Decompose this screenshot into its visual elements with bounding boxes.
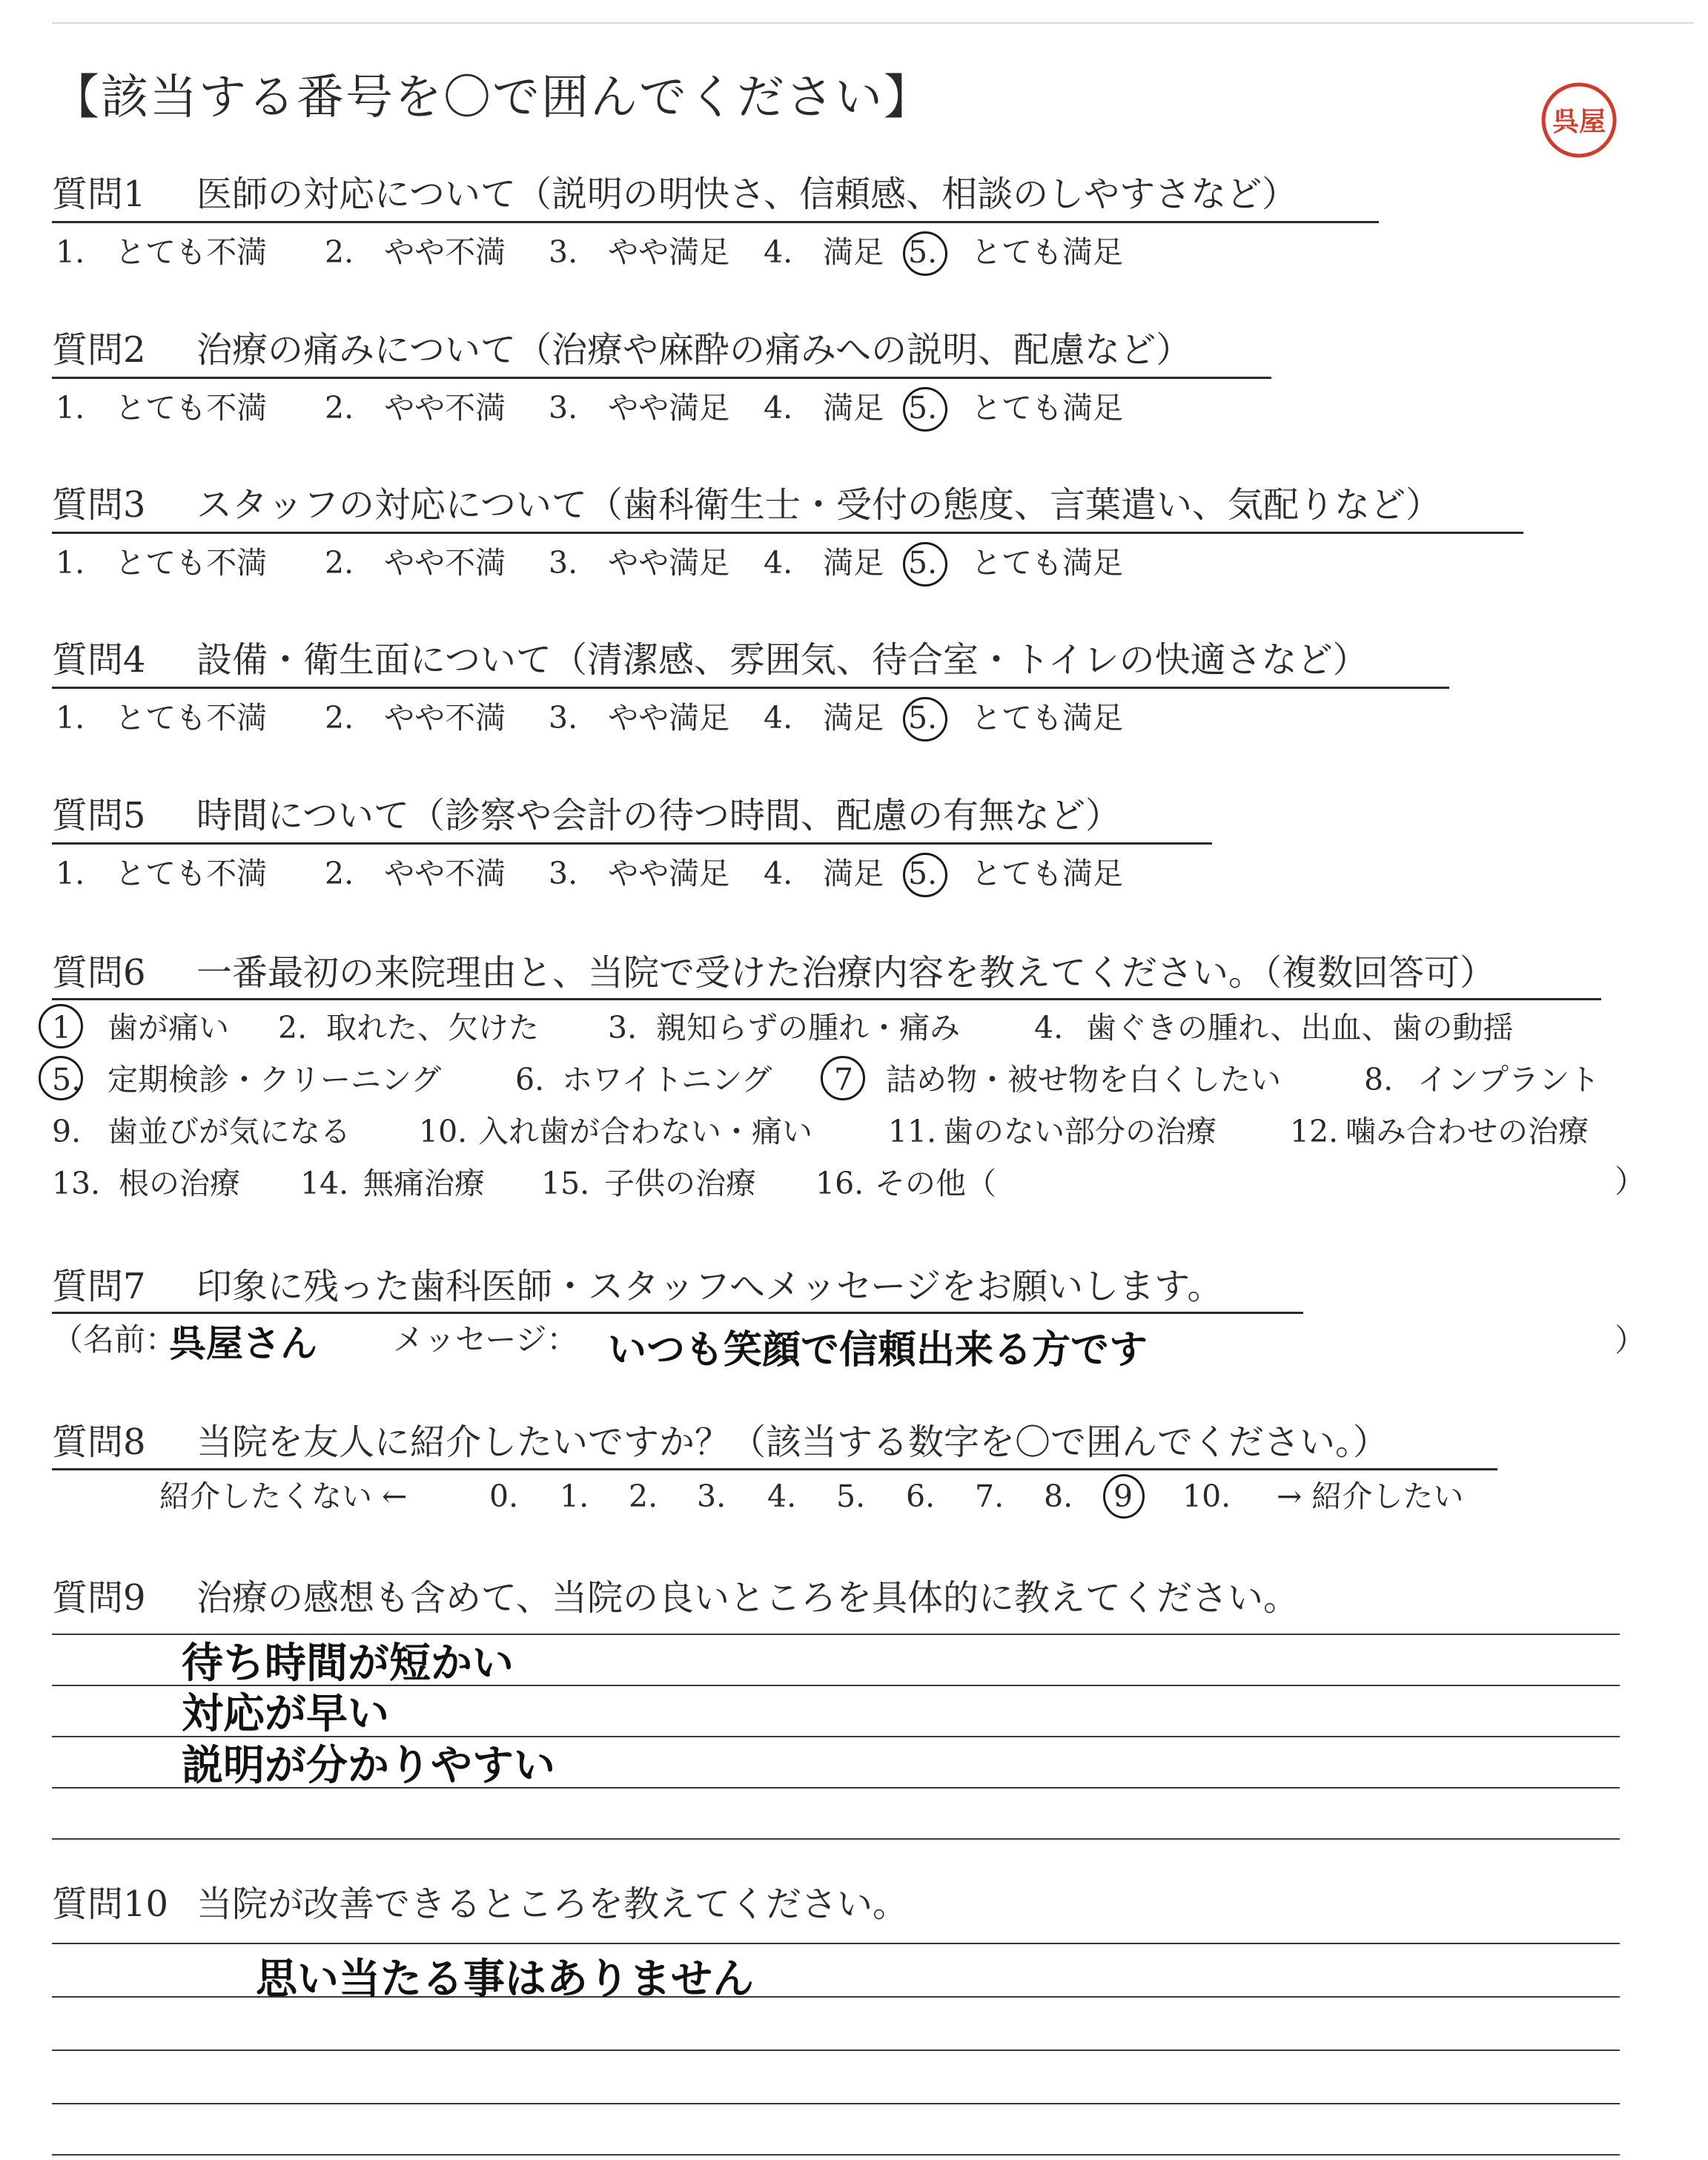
q1-selected-circle: [903, 231, 947, 276]
q7-message-value: いつも笑顔で信頼出来る方です: [608, 1328, 1148, 1373]
q2-option-4[interactable]: 4. 満足: [764, 390, 884, 426]
q6-option-number[interactable]: 13.: [52, 1166, 101, 1201]
q2-title: [52, 328, 1191, 372]
q5-underline: [52, 842, 1212, 845]
q3-selected-circle: [903, 542, 947, 587]
q6-option-number[interactable]: 4.: [1034, 1010, 1064, 1046]
q7-close-paren: ）: [1615, 1322, 1646, 1358]
q8-number-1[interactable]: 1.: [560, 1479, 589, 1514]
q6-selected-circle: [39, 1004, 83, 1048]
q3-option-2[interactable]: 2. やや不満: [325, 545, 506, 581]
q10-rule: [52, 1943, 1620, 1944]
q1-text: 医師の対応について（説明の明快さ、信頼感、相談のしやすさなど）: [196, 174, 1298, 215]
q6-option-number[interactable]: 16.: [815, 1166, 864, 1201]
q10-title: [52, 1882, 908, 1926]
q9-number: 質問9: [52, 1577, 146, 1619]
q6-option-label: 詰め物・被せ物を白くしたい: [886, 1062, 1281, 1097]
q5-option-5[interactable]: 5.: [908, 856, 938, 891]
q9-text: 治療の感想も含めて、当院の良いところを具体的に教えてください。: [196, 1577, 1300, 1619]
q2-text: 治療の痛みについて（治療や麻酔の痛みへの説明、配慮など）: [196, 329, 1192, 371]
q4-text: 設備・衛生面について（清潔感、雰囲気、待合室・トイレの快適さなど）: [196, 639, 1368, 681]
q6-option-number[interactable]: 11.: [888, 1114, 937, 1149]
q1-option-6[interactable]: とても満足: [971, 234, 1123, 270]
q6-option-label: 定期検診・クリーニング: [107, 1062, 442, 1097]
q4-selected-circle: [903, 697, 947, 742]
q8-right-label: → 紹介したい: [1277, 1479, 1464, 1514]
q2-option-5[interactable]: 5.: [908, 390, 938, 426]
q6-text: 一番最初の来院理由と、当院で受けた治療内容を教えてください。（複数回答可）: [196, 952, 1496, 994]
q9-title: [52, 1576, 1299, 1620]
top-edge-line: [52, 22, 1694, 24]
q8-text: 当院を友人に紹介したいですか？（該当する数字を〇で囲んでください。）: [196, 1421, 1389, 1463]
q2-underline: [52, 377, 1271, 379]
q4-option-2[interactable]: 2. やや不満: [325, 700, 506, 736]
q3-option-4[interactable]: 4. 満足: [764, 545, 884, 581]
q3-option-1[interactable]: 1. とても不満: [56, 545, 268, 581]
q7-name-label: （名前：: [52, 1321, 177, 1358]
q8-number-6[interactable]: 6.: [906, 1479, 936, 1514]
q1-option-3[interactable]: 3. やや満足: [549, 234, 730, 270]
q7-number: 質問7: [52, 1266, 146, 1307]
q2-option-3[interactable]: 3. やや満足: [549, 390, 730, 426]
q8-number: 質問8: [52, 1421, 146, 1463]
q6-underline: [52, 998, 1601, 1000]
q6-option-label: 歯並びが気になる: [107, 1114, 351, 1149]
q10-rule: [52, 2050, 1620, 2051]
q1-title: [52, 172, 1297, 217]
q7-text: 印象に残った歯科医師・スタッフへメッセージをお願いします。: [196, 1266, 1223, 1307]
q9-answer-1: 待ち時間が短かい: [182, 1639, 514, 1688]
q6-number: 質問6: [52, 952, 146, 994]
q6-option-label: 歯が痛い: [107, 1010, 229, 1046]
q6-option-label: ホワイトニング: [562, 1062, 772, 1097]
q6-option-label: 入れ歯が合わない・痛い: [478, 1114, 812, 1149]
q2-option-2[interactable]: 2. やや不満: [325, 390, 506, 426]
q6-option-label: 親知らずの腫れ・痛み: [656, 1010, 960, 1046]
q5-option-2[interactable]: 2. やや不満: [325, 856, 506, 891]
seal-stamp-icon: [1540, 82, 1618, 159]
q6-option-label: 歯のない部分の治療: [943, 1114, 1217, 1149]
q8-selected-circle: [1103, 1474, 1145, 1519]
q5-option-4[interactable]: 4. 満足: [764, 856, 884, 891]
q10-rule: [52, 2103, 1620, 2104]
q5-title: [52, 793, 1121, 838]
q3-option-3[interactable]: 3. やや満足: [549, 545, 730, 581]
q1-underline: [52, 221, 1379, 223]
q6-option-label: 子供の治療: [604, 1166, 756, 1201]
q1-number: 質問1: [52, 174, 146, 215]
q6-option-label: 無痛治療: [363, 1166, 485, 1201]
q5-selected-circle: [903, 853, 947, 897]
q6-option-label: 歯ぐきの腫れ、出血、歯の動揺: [1086, 1010, 1514, 1046]
q6-option-number[interactable]: 10.: [419, 1114, 468, 1149]
q7-title: [52, 1264, 1222, 1309]
q5-text: 時間について（診察や会計の待つ時間、配慮の有無など）: [196, 795, 1122, 836]
q7-name-value: 呉屋さん: [169, 1322, 317, 1365]
q3-number: 質問3: [52, 484, 146, 526]
q1-option-2[interactable]: 2. やや不満: [325, 234, 506, 270]
q8-number-0[interactable]: 0.: [489, 1479, 519, 1514]
q3-text: スタッフの対応について（歯科衛生士・受付の態度、言葉遣い、気配りなど）: [196, 484, 1442, 526]
q2-option-6[interactable]: とても満足: [971, 390, 1123, 426]
q2-selected-circle: [903, 387, 947, 432]
q6-option-number[interactable]: 8.: [1364, 1062, 1394, 1097]
q5-option-6[interactable]: とても満足: [971, 856, 1123, 891]
q6-option-label: 根の治療: [119, 1166, 240, 1201]
q4-option-5[interactable]: 5.: [908, 700, 938, 736]
q8-underline: [52, 1468, 1497, 1470]
q8-number-5[interactable]: 5.: [836, 1479, 866, 1514]
q10-answer-1: 思い当たる事はありません: [256, 1955, 754, 2004]
q6-option-number[interactable]: 5.: [52, 1062, 82, 1097]
q6-option-label: インプラント: [1417, 1062, 1600, 1097]
q3-option-5[interactable]: 5.: [908, 545, 938, 581]
q1-option-4[interactable]: 4. 満足: [764, 234, 884, 270]
q9-rule: [52, 1838, 1620, 1840]
q6-option-number[interactable]: 15.: [541, 1166, 590, 1201]
q6-selected-circle: [821, 1056, 865, 1100]
q4-underline: [52, 687, 1449, 689]
q8-left-label: 紹介したくない ←: [159, 1479, 408, 1514]
q10-text: 当院が改善できるところを教えてください。: [196, 1883, 909, 1925]
q4-title: [52, 638, 1368, 682]
q6-option-number[interactable]: 7: [834, 1062, 854, 1097]
q5-number: 質問5: [52, 795, 146, 836]
q3-title: [52, 483, 1441, 527]
q8-title: [52, 1420, 1388, 1464]
svg-text:呉屋: 呉屋: [1552, 107, 1606, 137]
q4-number: 質問4: [52, 639, 146, 681]
q8-number-8[interactable]: 8.: [1044, 1479, 1073, 1514]
q7-message-label: メッセージ：: [393, 1321, 578, 1358]
q9-answer-2: 対応が早い: [182, 1690, 389, 1738]
q6-option-number[interactable]: 3.: [608, 1010, 638, 1046]
q4-option-3[interactable]: 3. やや満足: [549, 700, 730, 736]
q8-number-2[interactable]: 2.: [629, 1479, 658, 1514]
q6-option-number[interactable]: 2.: [278, 1010, 308, 1046]
q1-option-1[interactable]: 1. とても不満: [56, 234, 268, 270]
q4-option-1[interactable]: 1. とても不満: [56, 700, 268, 736]
q8-number-3[interactable]: 3.: [697, 1479, 726, 1514]
q2-number: 質問2: [52, 329, 146, 371]
q6-option-number[interactable]: 12.: [1290, 1114, 1339, 1149]
q4-option-4[interactable]: 4. 満足: [764, 700, 884, 736]
page-title: 【該当する番号を〇で囲んでください】: [52, 70, 933, 125]
q2-option-1[interactable]: 1. とても不満: [56, 390, 268, 426]
q6-option-number[interactable]: 14.: [300, 1166, 349, 1201]
q1-option-5[interactable]: 5.: [908, 234, 938, 270]
q8-number-9[interactable]: 9: [1113, 1479, 1133, 1514]
q6-option-number[interactable]: 9.: [52, 1114, 82, 1149]
q6-close-paren: ）: [1615, 1163, 1646, 1200]
q5-option-1[interactable]: 1. とても不満: [56, 856, 268, 891]
q6-title: [52, 951, 1495, 995]
q10-rule: [52, 2154, 1620, 2156]
q9-answer-3: 説明が分かりやすい: [182, 1742, 555, 1790]
q8-number-7[interactable]: 7.: [975, 1479, 1004, 1514]
q3-option-6[interactable]: とても満足: [971, 545, 1123, 581]
q6-option-label: 噛み合わせの治療: [1345, 1114, 1589, 1149]
q8-number-4[interactable]: 4.: [767, 1479, 797, 1514]
q4-option-6[interactable]: とても満足: [971, 700, 1123, 736]
q6-option-number[interactable]: 6.: [515, 1062, 545, 1097]
q9-rule: [52, 1634, 1620, 1635]
q8-number-10[interactable]: 10.: [1182, 1479, 1231, 1514]
q6-option-label: その他（: [875, 1166, 996, 1201]
q7-underline: [52, 1312, 1303, 1314]
q6-option-label: 取れた、欠けた: [326, 1010, 539, 1046]
q10-number: 質問10: [52, 1883, 169, 1925]
q6-option-number[interactable]: 1: [52, 1010, 72, 1046]
q6-selected-circle: [39, 1056, 83, 1100]
q3-underline: [52, 532, 1523, 534]
q5-option-3[interactable]: 3. やや満足: [549, 856, 730, 891]
